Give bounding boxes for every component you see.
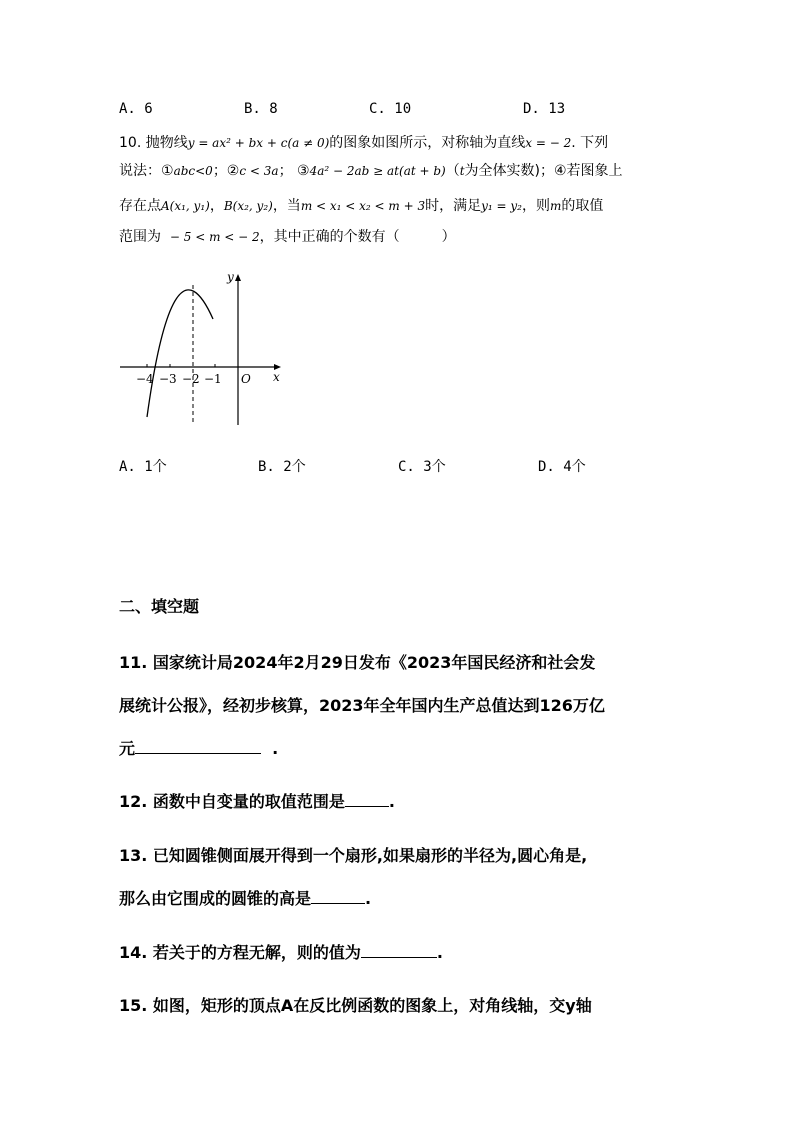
q14-period: . bbox=[436, 943, 443, 962]
q11-line-1: 11. 国家统计局2024年2月29日发布《2023年国民经济和社会发 bbox=[119, 653, 596, 672]
q10-line-1 bbox=[119, 136, 608, 150]
q10-variable-t: t bbox=[459, 164, 465, 178]
q15-line-1: 15. 如图，矩形的顶点A在反比例函数的图象上，对角线轴，交y轴 bbox=[119, 996, 592, 1015]
q10-text: 存在点 bbox=[119, 198, 161, 214]
q10-text: ；② bbox=[212, 163, 240, 179]
tick-label-minus-1: −1 bbox=[204, 372, 222, 386]
q10-line-4 bbox=[119, 230, 456, 244]
q10-parabola-formula: y = ax² + bx + c(a ≠ 0) bbox=[187, 136, 330, 150]
parabola-curve bbox=[147, 290, 213, 417]
q10-text: 抛物线 bbox=[145, 135, 188, 151]
q13-answer-blank[interactable] bbox=[311, 889, 365, 904]
q10-condition-formula: m < x₁ < x₂ < m + 3 bbox=[300, 199, 426, 213]
q13-line-2 bbox=[119, 886, 371, 909]
q12-text: 12. 函数中自变量的取值范围是 bbox=[119, 792, 345, 811]
q10-text: 为全体实数)；④若图象上 bbox=[464, 163, 623, 179]
y-axis-label: y bbox=[227, 270, 234, 284]
q10-text: ，其中正确的个数有（ ） bbox=[259, 229, 456, 245]
q10-text: 说法：① bbox=[119, 163, 174, 179]
q12 bbox=[119, 789, 395, 812]
q14-text: 14. 若关于的方程无解，则的值为 bbox=[119, 943, 361, 962]
q10-variable-m: m bbox=[549, 199, 562, 213]
q14 bbox=[119, 940, 443, 963]
q9-choice-a: A. 6 bbox=[119, 101, 153, 117]
q10-point-b: B(x₂, y₂) bbox=[223, 199, 273, 213]
x-axis-label: x bbox=[273, 370, 280, 384]
q10-line-3 bbox=[119, 199, 603, 213]
q10-text: . 下列 bbox=[571, 135, 609, 151]
y-axis-arrow bbox=[235, 274, 241, 281]
q11-period: . bbox=[272, 739, 279, 758]
q14-answer-blank[interactable] bbox=[361, 943, 437, 958]
q13-text: 那么由它围成的圆锥的高是 bbox=[119, 889, 312, 908]
q10-statement-2-formula: c < 3a bbox=[239, 164, 279, 178]
q10-point-a: A(x₁, y₁) bbox=[161, 199, 210, 213]
q10-text: ，当 bbox=[272, 198, 301, 214]
q11-text: 元 bbox=[119, 739, 136, 758]
q10-choice-c: C. 3个 bbox=[398, 459, 446, 475]
q11-line-3 bbox=[119, 736, 278, 759]
q10-text: （ bbox=[445, 163, 460, 179]
q10-text: ，则 bbox=[521, 198, 550, 214]
q13-line-1: 13. 已知圆锥侧面展开得到一个扇形,如果扇形的半径为,圆心角是, bbox=[119, 846, 588, 865]
tick-label-minus-3: −3 bbox=[159, 372, 177, 386]
q10-text: 的图象如图所示，对称轴为直线 bbox=[329, 135, 526, 151]
q10-statement-1-formula: abc<0 bbox=[173, 164, 213, 178]
q10-choice-b: B. 2个 bbox=[258, 459, 306, 475]
parabola-graph bbox=[115, 265, 290, 435]
q10-text: 时，满足 bbox=[425, 198, 482, 214]
q10-axis-formula: x = − 2 bbox=[525, 136, 572, 150]
q9-choice-c: C. 10 bbox=[369, 101, 412, 117]
q9-choice-d: D. 13 bbox=[523, 101, 566, 117]
q10-text: 范围为 bbox=[119, 229, 161, 245]
q9-choice-b: B. 8 bbox=[244, 101, 278, 117]
q10-equality-formula: y₁ = y₂ bbox=[481, 199, 522, 213]
origin-label: O bbox=[241, 372, 251, 386]
q10-text: 的取值 bbox=[561, 198, 604, 214]
tick-label-minus-2: −2 bbox=[182, 372, 200, 386]
q10-range-formula: − 5 < m < − 2 bbox=[169, 230, 260, 244]
q10-text: ； ③ bbox=[278, 163, 310, 179]
q10-statement-3-formula: 4a² − 2ab ≥ at(at + b) bbox=[309, 164, 446, 178]
q11-answer-blank[interactable] bbox=[135, 739, 261, 754]
q10-choice-a: A. 1个 bbox=[119, 459, 167, 475]
q12-period: . bbox=[388, 792, 395, 811]
q10-line-2 bbox=[119, 164, 623, 178]
q13-period: . bbox=[365, 889, 372, 908]
q12-answer-blank[interactable] bbox=[345, 792, 389, 807]
section-title: 二、填空题 bbox=[119, 597, 200, 616]
tick-label-minus-4: −4 bbox=[136, 372, 154, 386]
q10-number: 10. bbox=[119, 135, 142, 151]
q10-choice-d: D. 4个 bbox=[538, 459, 586, 475]
q11-line-2: 展统计公报》，经初步核算，2023年全年国内生产总值达到126万亿 bbox=[119, 696, 605, 715]
q10-text: ， bbox=[209, 198, 224, 214]
